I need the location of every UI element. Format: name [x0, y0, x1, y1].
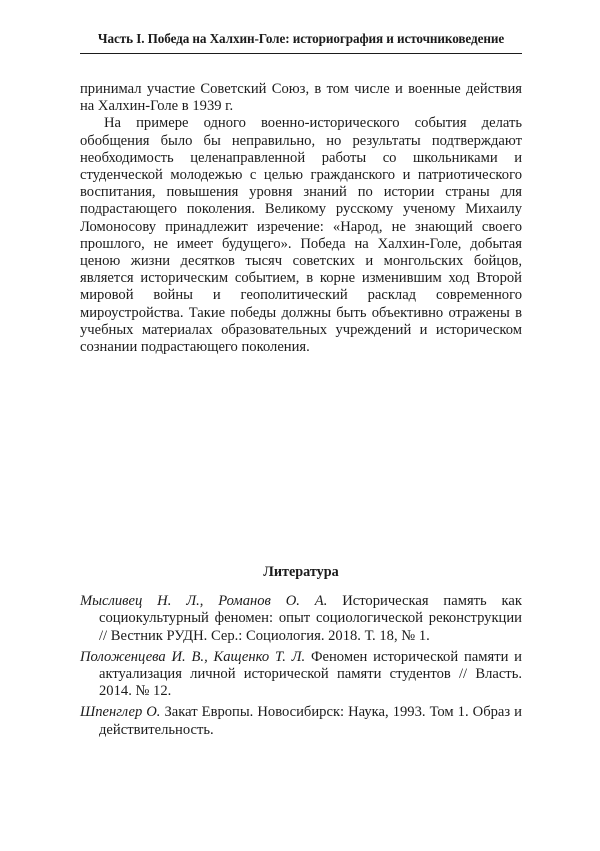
running-header — [80, 31, 522, 54]
reference-item — [80, 704, 522, 738]
reference-item — [80, 593, 522, 645]
reference-text: Феномен исторической памяти и актуализация личной исторической памяти студентов // Власть. 2014. № 12. — [99, 648, 522, 700]
paragraph-continuation: принимал участие Советский Союз, в том числе и военные действия на Халхин-Голе в 1939 г. — [80, 81, 522, 115]
paragraph-main: На примере одного военно-исторического события делать обобщения было бы неправильно, но результаты подтверждают необходимость целенаправленной работы со школьниками и студенческой молодежью с целью гражданского и патриотического воспитания, повышения уровня знаний по истории страны для подрастающего поколения. Великому русскому ученому Михаилу Ломоносову принадлежит изречение: «Народ, не знающий своего прошлого, не имеет будущего». Победа на Халхин-Голе, добытая ценою жизни десятков тысяч советских и монгольских бойцов, является историческим событием, в корне изменившим ход Второй мировой войны и геополитический расклад современного мироустройства. Такие победы должны быть объективно отражены в учебных материалах образовательных учреждений и историческом сознании подрастающего поколения. — [80, 115, 522, 356]
running-header-text: Часть I. Победа на Халхин-Голе: историография и источниковедение — [97, 31, 505, 46]
reference-author: Шпенглер О. — [80, 704, 161, 721]
reference-author: Положенцева И. В., Кащенко Т. Л. — [80, 648, 306, 665]
reference-item — [80, 649, 522, 701]
reference-text: Закат Европы. Новосибирск: Наука, 1993. Том 1. Образ и действительность. — [99, 704, 522, 738]
reference-list — [80, 593, 522, 739]
literature-heading: Литература — [263, 564, 339, 581]
body-text — [80, 81, 522, 356]
reference-text: Историческая память как социокультурный феномен: опыт социологической реконструкции // Вестник РУДН. Сер.: Социология. 2018. Т. 18, № 1. — [99, 593, 522, 644]
reference-author: Мысливец Н. Л., Романов О. А. — [80, 593, 328, 610]
